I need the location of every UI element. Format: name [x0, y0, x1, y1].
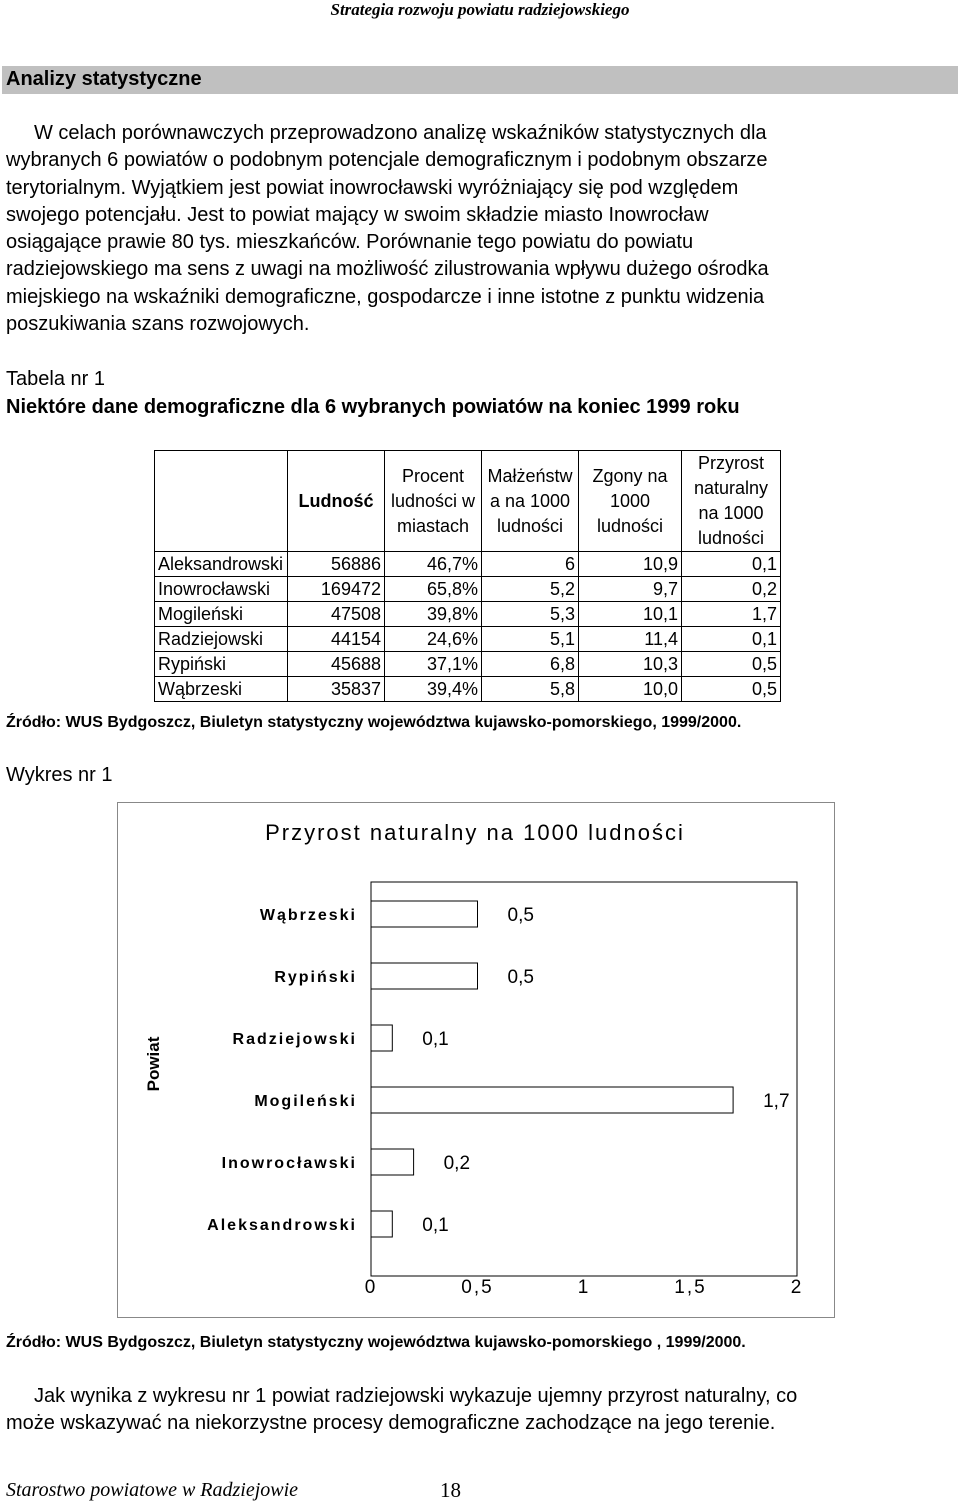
table-row — [155, 602, 781, 627]
chart-bar — [371, 963, 478, 989]
table-cell: 10,9 — [579, 552, 682, 577]
table-cell: 1,7 — [682, 602, 781, 627]
table-cell: 5,1 — [482, 627, 579, 652]
closing-line: może wskazywać na niekorzystne procesy demograficzne zachodzące na jego terenie. — [6, 1412, 776, 1435]
table-header-cell: Małżeństw a na 1000 ludności — [482, 451, 579, 552]
page-number: 18 — [440, 1478, 461, 1502]
table-cell: 46,7% — [385, 552, 482, 577]
intro-line: W celach porównawczych przeprowadzono analizę wskaźników statystycznych dla — [34, 122, 767, 144]
table-cell: 9,7 — [579, 577, 682, 602]
chart-bar — [371, 1211, 392, 1237]
table-cell: Wąbrzeski — [155, 677, 288, 702]
intro-line: radziejowskiego ma sens z uwagi na możliwość zilustrowania wpływu dużego ośrodka — [6, 258, 769, 281]
table-header-cell: Przyrost naturalny na 1000 ludności — [682, 451, 781, 552]
chart-category-label: Wąbrzeski — [259, 907, 357, 924]
table-cell: 6,8 — [482, 652, 579, 677]
table-cell: 5,2 — [482, 577, 579, 602]
table-cell: 169472 — [288, 577, 385, 602]
chart-x-tick-label: 0 — [364, 1277, 378, 1298]
intro-line: wybranych 6 powiatów o podobnym potencjale demograficznym i podobnym obszarze — [6, 149, 768, 172]
table-cell: 0,5 — [682, 677, 781, 702]
running-header: Strategia rozwoju powiatu radziejowskiego — [330, 0, 630, 19]
table-cell: 10,0 — [579, 677, 682, 702]
footer-publisher: Starostwo powiatowe w Radziejowie — [6, 1479, 299, 1501]
table-cell: 44154 — [288, 627, 385, 652]
chart-bar — [371, 901, 478, 927]
chart-data-label: 0,5 — [507, 905, 534, 926]
chart-x-tick-label: 1,5 — [674, 1277, 707, 1298]
chart-data-label: 0,1 — [422, 1029, 449, 1050]
intro-line: swojego potencjału. Jest to powiat mający w swoim składzie miasto Inowrocław — [6, 203, 709, 226]
intro-line: osiągające prawie 80 tys. mieszkańców. Porównanie tego powiatu do powiatu — [6, 231, 694, 254]
table-cell: Aleksandrowski — [155, 552, 288, 577]
table-title: Niektóre dane demograficzne dla 6 wybranych powiatów na koniec 1999 roku — [6, 396, 740, 418]
chart-x-tick-label: 2 — [790, 1277, 804, 1298]
intro-line: terytorialnym. Wyjątkiem jest powiat inowrocławski wyróżniający się pod względem — [6, 176, 739, 199]
chart-x-tick-label: 1 — [577, 1277, 591, 1298]
table-header-cell: Ludność — [288, 451, 385, 552]
table-cell: Rypiński — [155, 652, 288, 677]
table-header-row — [155, 451, 781, 552]
chart-label: Wykres nr 1 — [6, 764, 113, 786]
table-cell: 39,4% — [385, 677, 482, 702]
section-title: Analizy statystyczne — [6, 68, 202, 90]
table-header-cell — [155, 451, 288, 552]
table-cell: 0,2 — [682, 577, 781, 602]
table-cell: 10,3 — [579, 652, 682, 677]
chart-data-label: 1,7 — [763, 1091, 790, 1112]
table-cell: 39,8% — [385, 602, 482, 627]
table-cell: 65,8% — [385, 577, 482, 602]
chart-category-label: Aleksandrowski — [207, 1217, 357, 1234]
chart-bar — [371, 1087, 733, 1113]
table-header-cell: Procent ludności w miastach — [385, 451, 482, 552]
table-row — [155, 677, 781, 702]
chart-data-label: 0,5 — [507, 967, 534, 988]
closing-line: Jak wynika z wykresu nr 1 powiat radziejowski wykazuje ujemny przyrost naturalny, co — [34, 1385, 798, 1407]
chart-category-label: Inowrocławski — [221, 1155, 357, 1172]
chart-x-tick-label: 0,5 — [461, 1277, 494, 1298]
table-cell: Inowrocławski — [155, 577, 288, 602]
chart-category-label: Rypiński — [274, 969, 357, 986]
table-cell: 0,5 — [682, 652, 781, 677]
intro-paragraph — [6, 120, 952, 338]
chart-axis-label: Powiat — [144, 1036, 163, 1092]
chart-bar — [371, 1149, 414, 1175]
table-cell: Mogileński — [155, 602, 288, 627]
table-cell: 6 — [482, 552, 579, 577]
closing-paragraph — [6, 1383, 952, 1438]
table-cell: 47508 — [288, 602, 385, 627]
table-cell: 35837 — [288, 677, 385, 702]
intro-line: poszukiwania szans rozwojowych. — [6, 313, 310, 336]
table-label: Tabela nr 1 — [6, 368, 105, 390]
demographic-table — [154, 450, 781, 702]
table-cell: 10,1 — [579, 602, 682, 627]
table-cell: 37,1% — [385, 652, 482, 677]
table-cell: 0,1 — [682, 627, 781, 652]
intro-line: miejskiego na wskaźniki demograficzne, gospodarcze i inne istotne z punktu widzenia — [6, 285, 765, 308]
chart-data-label: 0,2 — [443, 1153, 471, 1174]
table-cell: 5,3 — [482, 602, 579, 627]
table-row — [155, 652, 781, 677]
chart-category-label: Radziejowski — [232, 1031, 357, 1048]
chart-source: Źródło: WUS Bydgoszcz, Biuletyn statystyczny województwa kujawsko-pomorskiego , 1999/2000. — [6, 1334, 746, 1351]
table-header-cell: Zgony na 1000 ludności — [579, 451, 682, 552]
table-row — [155, 627, 781, 652]
table-cell: 24,6% — [385, 627, 482, 652]
natural-growth-bar-chart — [117, 802, 835, 1318]
table-source: Źródło: WUS Bydgoszcz, Biuletyn statystyczny województwa kujawsko-pomorskiego, 1999/2000. — [6, 714, 742, 731]
table-cell: Radziejowski — [155, 627, 288, 652]
table-row — [155, 552, 781, 577]
table-cell: 45688 — [288, 652, 385, 677]
chart-title: Przyrost naturalny na 1000 ludności — [265, 820, 685, 845]
table-cell: 11,4 — [579, 627, 682, 652]
chart-bar — [371, 1025, 392, 1051]
table-row — [155, 577, 781, 602]
table-cell: 5,8 — [482, 677, 579, 702]
chart-data-label: 0,1 — [422, 1215, 449, 1236]
table-cell: 56886 — [288, 552, 385, 577]
table-cell: 0,1 — [682, 552, 781, 577]
chart-category-label: Mogileński — [254, 1093, 357, 1110]
